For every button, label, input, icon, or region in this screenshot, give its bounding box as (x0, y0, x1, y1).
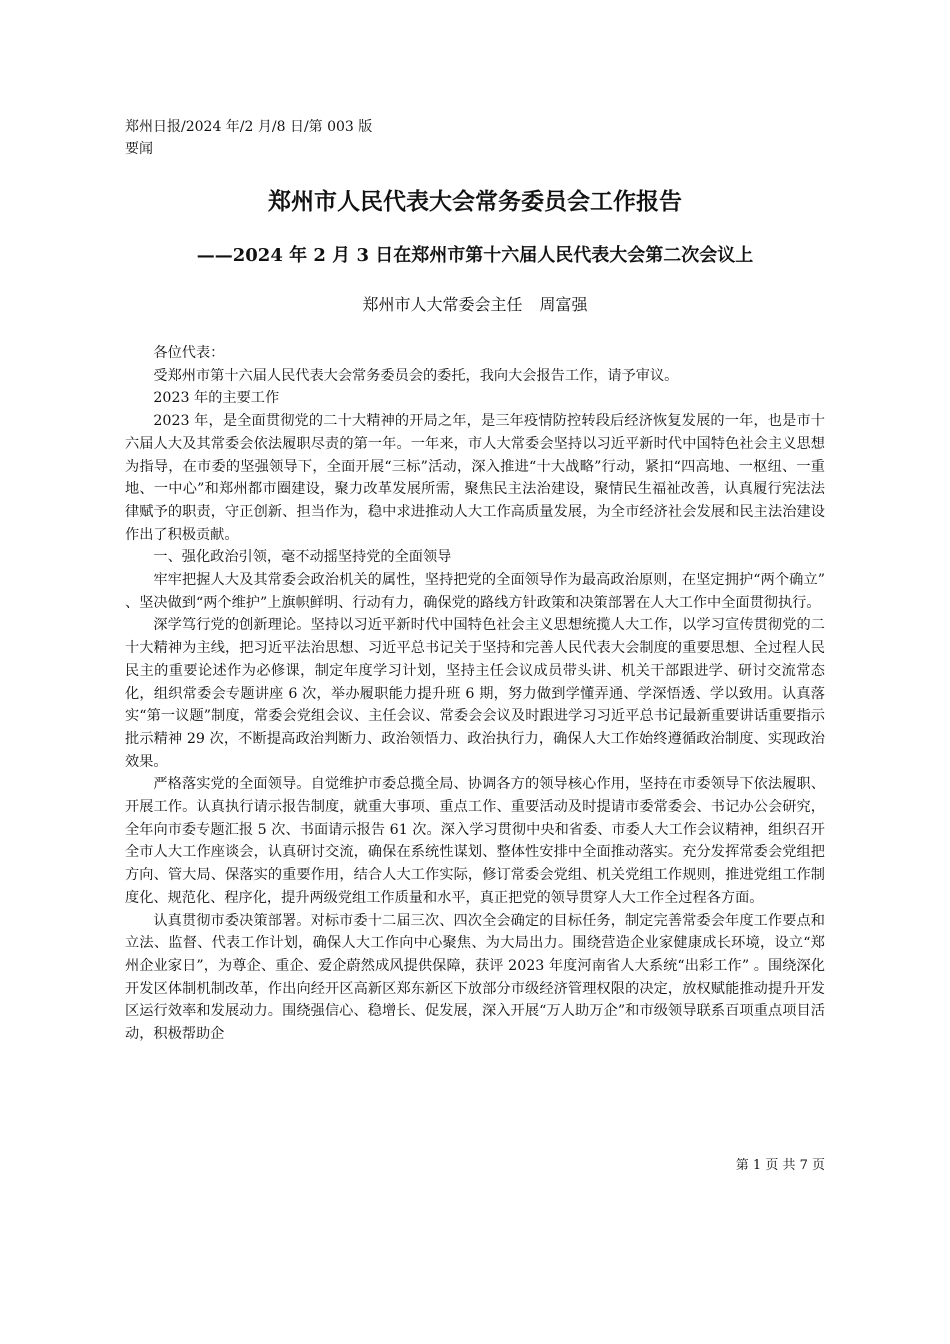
report-body (125, 342, 825, 1046)
section-heading-2023: 2023 年的主要工作 (153, 390, 280, 407)
report-author: 郑州市人大常委会主任 周富强 (362, 295, 588, 314)
paragraph-overview: 2023 年，是全面贯彻党的二十大精神的开局之年，是三年疫情防控转段后经济恢复发展的一年，也是市十六届人大及其常委会依法履职尽责的第一年。一年来，市人大常委会坚持以习近平新时代中国特色社会主义思想为指导，在市委的坚强领导下，全面开展“三标”活动，深入推进“十大战略”行动，紧扣“四高地、一枢纽、一重地、一中心”和郑州都市圈建设，聚力改革发展所需，聚焦民主法治建设，聚情民生福祉改善，认真履行宪法法律赋予的职责，守正创新、担当作为，稳中求进推动人大工作高质量发展，为全市经济社会发展和民主法治建设作出了积极贡献。 (125, 413, 825, 543)
page-number: 第 1 页 共 7 页 (735, 1158, 825, 1173)
paragraph-party-leadership: 严格落实党的全面领导。自觉维护市委总揽全局、协调各方的领导核心作用，坚持在市委领导下依法履职、开展工作。认真执行请示报告制度，就重大事项、重点工作、重要活动及时提请市委常委会、书记办公会研究，全年向市委专题汇报 5 次、书面请示报告 61 次。深入学习贯彻中央和省委、市委人大工作会议精神，组织召开全市人大工作座谈会，认真研讨交流，确保在系统性谋划、整体性安排中全面推动落实。充分发挥常委会党组把方向、管大局、保落实的重要作用，结合人大工作实际，修订常委会党组、机关党组工作规则，推进党组工作制度化、规范化、程序化，提升两级党组工作质量和水平，真正把党的领导贯穿人大工作全过程各方面。 (125, 776, 825, 906)
paragraph-political-principle: 牢牢把握人大及其常委会政治机关的属性，坚持把党的全面领导作为最高政治原则，在坚定拥护“两个确立” 、坚决做到“两个维护”上旗帜鲜明、行动有力，确保党的路线方针政策和决策部署在人大工作中全面贯彻执行。 (125, 572, 825, 611)
paragraph-theory-study: 深学笃行党的创新理论。坚持以习近平新时代中国特色社会主义思想统揽人大工作，以学习宣传贯彻党的二十大精神为主线，把习近平法治思想、习近平总书记关于坚持和完善人民代表大会制度的重要思想、全过程人民民主的重要论述作为必修课，制定年度学习计划，坚持主任会议成员带头讲、机关干部跟进学、研讨交流常态化，组织常委会专题讲座 6 次，举办履职能力提升班 6 期，努力做到学懂弄通、学深悟透、学以致用。认真落实“第一议题”制度，常委会党组会议、主任会议、常委会会议及时跟进学习习近平总书记最新重要讲话重要指示批示精神 29 次，不断提高政治判断力、政治领悟力、政治执行力，确保人大工作始终遵循政治制度、实现政治效果。 (125, 617, 825, 770)
paragraph-greeting: 各位代表： (153, 345, 225, 361)
report-subtitle: ——2024 年 2 月 3 日在郑州市第十六届人民代表大会第二次会议上 (196, 245, 754, 266)
paragraph-decision-implementation: 认真贯彻市委决策部署。对标市委十二届三次、四次全会确定的目标任务，制定完善常委会年度工作要点和立法、监督、代表工作计划，确保人大工作向中心聚焦、为大局出力。围绕营造企业家健康成长环境，设立“郑州企业家日”，为尊企、重企、爱企蔚然成风提供保障，获评 2023 年度河南省人大系统“出彩工作” 。围绕深化开发区体制机制改革，作出向经开区高新区郑东新区下放部分市级经济管理权限的决定，放权赋能推动提升开发区运行效率和发展动力。围绕强信心、稳增长、促发展，深入开展“万人助万企”和市级领导联系百项重点项目活动，积极帮助企 (125, 912, 825, 1043)
section-heading-one: 一、强化政治引领，毫不动摇坚持党的全面领导 (153, 549, 452, 566)
source-line: 郑州日报/2024 年/2 月/8 日/第 003 版要闻 (125, 119, 373, 157)
paragraph-intro: 受郑州市第十六届人民代表大会常务委员会的委托，我向大会报告工作，请予审议。 (153, 367, 679, 384)
report-title: 郑州市人民代表大会常务委员会工作报告 (268, 188, 682, 215)
